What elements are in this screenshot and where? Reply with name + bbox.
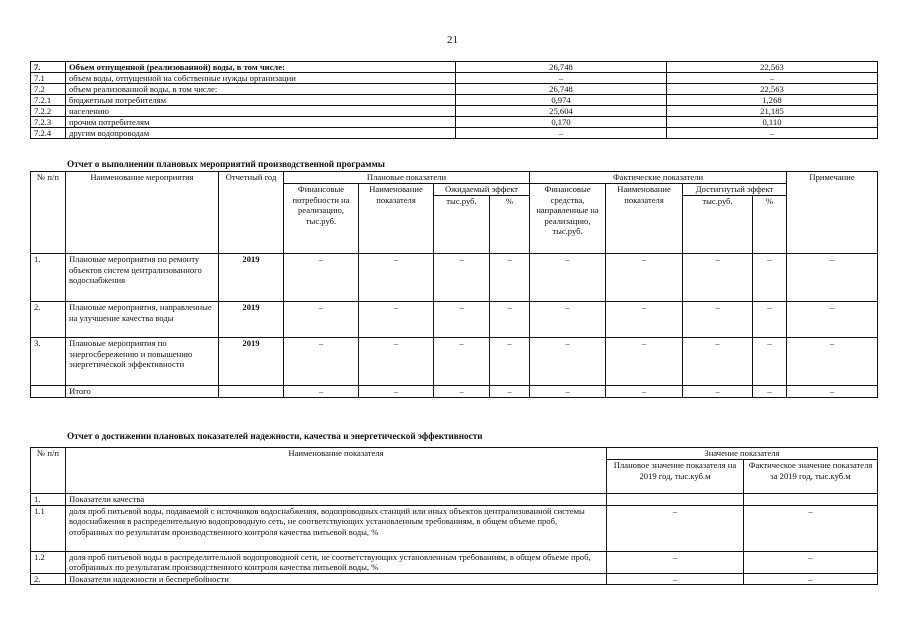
plan-value: 0,974	[456, 95, 667, 106]
row-number: 7.1	[31, 73, 66, 84]
water-row	[31, 106, 878, 117]
activity-name: Плановые мероприятия, направленные на улучшение качества воды	[66, 302, 219, 338]
note-header: Примечание	[787, 172, 878, 254]
program-row	[31, 338, 878, 386]
row-number: 2.	[31, 573, 66, 585]
value-cell: –	[284, 302, 359, 338]
fact-group-header: Фактические показатели	[530, 172, 787, 184]
value-cell: –	[284, 338, 359, 386]
kpi-num-header: № п/п	[31, 448, 66, 494]
activity-name: Итого	[66, 386, 219, 398]
plan-thousand-header: тыс.руб.	[434, 196, 490, 254]
fact-value: –	[744, 573, 878, 585]
kpi-name-header: Наименование показателя	[66, 448, 607, 494]
value-cell: –	[284, 386, 359, 398]
value-cell: –	[490, 254, 530, 302]
row-number: 7.2.3	[31, 117, 66, 128]
value-cell: –	[606, 302, 683, 338]
indicator-name: Показатели качества	[66, 494, 607, 506]
row-name: бюджетным потребителям	[66, 95, 456, 106]
value-cell: –	[787, 386, 878, 398]
plan-indicator-header: Наименование показателя	[359, 184, 434, 254]
value-cell: –	[530, 386, 606, 398]
kpi-row	[31, 505, 878, 551]
kpi-row	[31, 494, 878, 506]
plan-effect-header: Ожидаемый эффект	[434, 184, 530, 196]
row-number: 7.2.4	[31, 128, 66, 139]
indicator-name: Показатели надежности и бесперебойности	[66, 573, 607, 585]
row-name: населению	[66, 106, 456, 117]
fact-value: –	[744, 551, 878, 573]
value-cell: –	[284, 254, 359, 302]
program-report-table	[30, 171, 878, 398]
col-name-header: Наименование мероприятия	[66, 172, 219, 254]
value-cell: –	[683, 254, 753, 302]
col-year-header: Отчетный год	[219, 172, 284, 254]
kpi-plan-header: Плановое значение показателя на 2019 год, тыс.куб.м	[607, 460, 744, 494]
fact-finance-header: Финансовые средства, направленные на реализацию, тыс.руб.	[530, 184, 606, 254]
fact-value: –	[667, 128, 878, 139]
value-cell: –	[434, 254, 490, 302]
water-row	[31, 95, 878, 106]
value-cell: –	[606, 254, 683, 302]
value-cell: –	[787, 302, 878, 338]
plan-value: –	[607, 551, 744, 573]
fact-value: 21,185	[667, 106, 878, 117]
water-row	[31, 84, 878, 95]
value-cell: –	[787, 254, 878, 302]
program-row	[31, 254, 878, 302]
value-cell: –	[490, 302, 530, 338]
value-cell: –	[359, 302, 434, 338]
value-cell: –	[683, 386, 753, 398]
kpi-row	[31, 551, 878, 573]
fact-value: 1,268	[667, 95, 878, 106]
plan-value: 0,170	[456, 117, 667, 128]
col-num-header: № п/п	[31, 172, 66, 254]
report-year	[219, 386, 284, 398]
fact-value: –	[667, 73, 878, 84]
value-cell: –	[359, 386, 434, 398]
water-row	[31, 62, 878, 73]
value-cell: –	[753, 254, 787, 302]
page-number: 21	[447, 34, 458, 46]
indicator-name: доля проб питьевой воды, подаваемой с источников водоснабжения, водопроводных станций или иных объектов централизованной системы водоснабжения в распределительную водопроводную сеть, не соответствующих установленным требованиям, в общем объеме проб, отобранных по результатам производственного контроля качества питьевой воды, %	[66, 505, 607, 551]
kpi-value-group-header: Значение показателя	[607, 448, 878, 460]
row-name: Объем отпущенной (реализованной) воды, в том числе:	[66, 62, 456, 73]
row-number: 1.1	[31, 505, 66, 551]
value-cell: –	[787, 338, 878, 386]
report-year: 2019	[219, 338, 284, 386]
value-cell: –	[359, 338, 434, 386]
value-cell: –	[606, 386, 683, 398]
kpi-report-table	[30, 447, 878, 585]
activity-name: Плановые мероприятия по ремонту объектов систем централизованного водоснабжения	[66, 254, 219, 302]
value-cell: –	[490, 338, 530, 386]
row-name: прочим потребителям	[66, 117, 456, 128]
fact-value	[744, 494, 878, 506]
indicator-name: доля проб питьевой воды в распределительной водопроводной сети, не соответствующих установленным требованиям, в общем объеме проб, отобранных по результатам производственного контроля качества питьевой воды, %	[66, 551, 607, 573]
kpi-report-title: Отчет о достижении плановых показателей надежности, качества и энергетической эффективности	[67, 431, 483, 441]
row-name: объем реализованной воды, в том числе:	[66, 84, 456, 95]
value-cell: –	[530, 254, 606, 302]
row-number: 1.	[31, 254, 66, 302]
value-cell: –	[530, 338, 606, 386]
fact-percent-header: %	[753, 196, 787, 254]
plan-value: 26,748	[456, 84, 667, 95]
value-cell: –	[434, 302, 490, 338]
plan-value: –	[456, 73, 667, 84]
value-cell: –	[683, 302, 753, 338]
fact-value: 22,563	[667, 62, 878, 73]
water-row	[31, 73, 878, 84]
row-number: 7.	[31, 62, 66, 73]
row-name: объем воды, отпущенной на собственные нужды организации	[66, 73, 456, 84]
plan-value: 25,604	[456, 106, 667, 117]
value-cell: –	[434, 386, 490, 398]
plan-value: –	[456, 128, 667, 139]
fact-value: –	[744, 505, 878, 551]
row-number: 1.	[31, 494, 66, 506]
value-cell: –	[434, 338, 490, 386]
value-cell: –	[683, 338, 753, 386]
water-volume-table	[30, 61, 878, 139]
plan-value	[607, 494, 744, 506]
fact-indicator-header: Наименование показателя	[606, 184, 683, 254]
row-name: другим водопроводам	[66, 128, 456, 139]
kpi-fact-header: Фактическое значение показателя за 2019 год, тыс.куб.м	[744, 460, 878, 494]
row-number: 7.2.1	[31, 95, 66, 106]
program-row	[31, 302, 878, 338]
row-number: 7.2.2	[31, 106, 66, 117]
row-number: 7.2	[31, 84, 66, 95]
fact-thousand-header: тыс.руб.	[683, 196, 753, 254]
row-number: 2.	[31, 302, 66, 338]
report-year: 2019	[219, 254, 284, 302]
value-cell: –	[530, 302, 606, 338]
report-year: 2019	[219, 302, 284, 338]
value-cell: –	[753, 302, 787, 338]
row-number: 1.2	[31, 551, 66, 573]
plan-value: –	[607, 505, 744, 551]
water-row	[31, 128, 878, 139]
program-row	[31, 386, 878, 398]
fact-value: 0,110	[667, 117, 878, 128]
value-cell: –	[359, 254, 434, 302]
program-report-title: Отчет о выполнении плановых мероприятий производственной программы	[67, 159, 385, 169]
activity-name: Плановые мероприятия по энергосбережению и повышению энергетической эффективности	[66, 338, 219, 386]
row-number	[31, 386, 66, 398]
row-number: 3.	[31, 338, 66, 386]
kpi-row	[31, 573, 878, 585]
value-cell: –	[753, 338, 787, 386]
water-row	[31, 117, 878, 128]
value-cell: –	[606, 338, 683, 386]
fact-value: 22,563	[667, 84, 878, 95]
plan-group-header: Плановые показатели	[284, 172, 530, 184]
value-cell: –	[753, 386, 787, 398]
value-cell: –	[490, 386, 530, 398]
plan-value: 26,748	[456, 62, 667, 73]
plan-percent-header: %	[490, 196, 530, 254]
plan-finance-header: Финансовые потребности на реализацию, тыс.руб.	[284, 184, 359, 254]
plan-value: –	[607, 573, 744, 585]
fact-effect-header: Достигнутый эффект	[683, 184, 787, 196]
